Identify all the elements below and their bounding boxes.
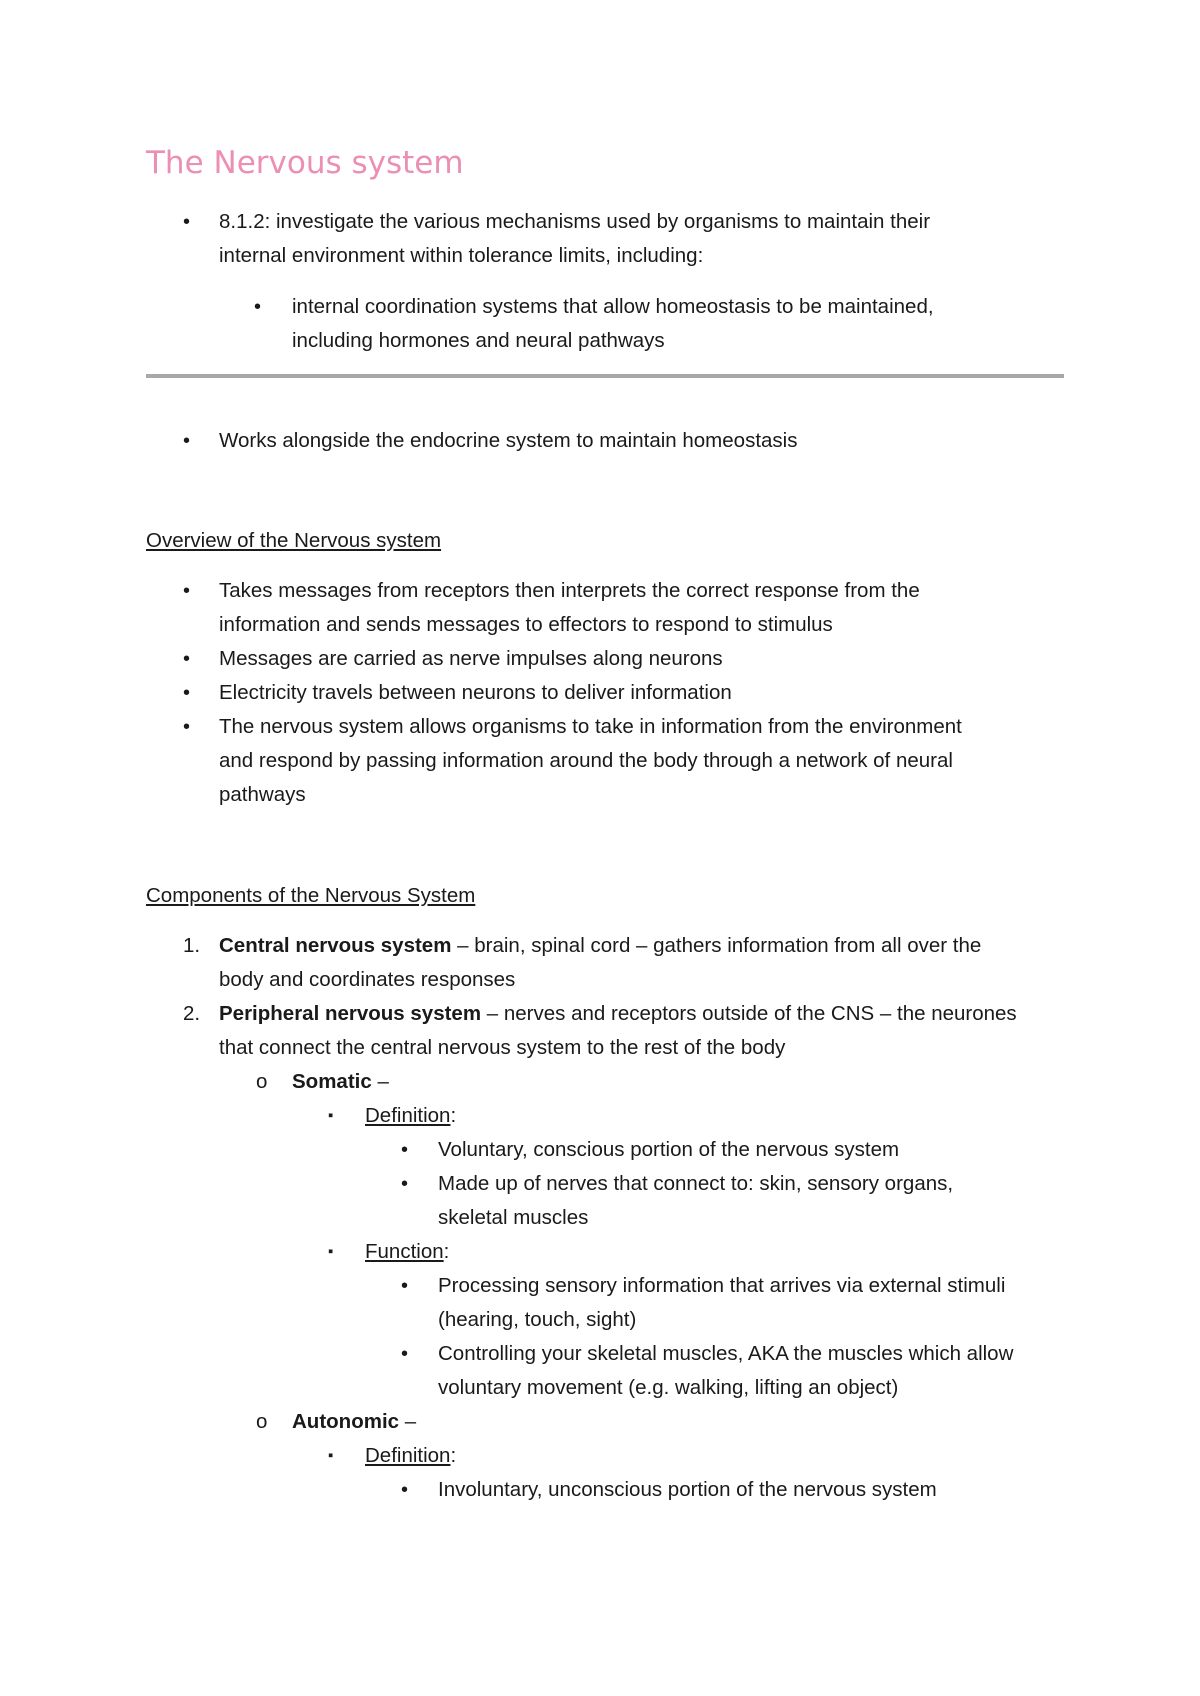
somatic-fn-2-line-2: voluntary movement (e.g. walking, lifting an object) bbox=[438, 1376, 899, 1399]
bullet-icon: • bbox=[183, 430, 191, 452]
outcome-sub-line-2: including hormones and neural pathways bbox=[292, 329, 665, 352]
list-number-1: 1. bbox=[183, 934, 201, 957]
pns-description: – nerves and receptors outside of the CNS – the neurones bbox=[481, 1002, 1017, 1025]
somatic-label bbox=[292, 1068, 389, 1096]
somatic-dash: – bbox=[371, 1070, 389, 1093]
bullet-icon: • bbox=[183, 648, 191, 670]
overview-bullet-4-line-3: pathways bbox=[219, 783, 306, 806]
component-item-1-line-1 bbox=[219, 932, 981, 960]
somatic-def-2-line-1: Made up of nerves that connect to: skin, sensory organs, bbox=[438, 1172, 954, 1195]
cns-description: – brain, spinal cord – gathers information from all over the bbox=[451, 934, 982, 957]
square-bullet-icon: ▪ bbox=[328, 1447, 334, 1464]
somatic-term: Somatic bbox=[292, 1070, 372, 1093]
list-number-2: 2. bbox=[183, 1002, 201, 1025]
definition-colon: : bbox=[450, 1104, 457, 1127]
overview-heading: Overview of the Nervous system bbox=[146, 529, 442, 552]
bullet-icon: • bbox=[401, 1275, 409, 1297]
circle-marker-icon: o bbox=[256, 1410, 268, 1433]
bullet-icon: • bbox=[401, 1343, 409, 1365]
page-title: The Nervous system bbox=[146, 145, 464, 181]
component-item-2-line-2: that connect the central nervous system to the rest of the body bbox=[219, 1036, 786, 1059]
bullet-icon: • bbox=[401, 1173, 409, 1195]
bullet-icon: • bbox=[183, 211, 191, 233]
autonomic-def-1: Involuntary, unconscious portion of the nervous system bbox=[438, 1478, 937, 1501]
intro-bullet: Works alongside the endocrine system to maintain homeostasis bbox=[219, 429, 798, 452]
square-bullet-icon: ▪ bbox=[328, 1107, 334, 1124]
function-colon: : bbox=[443, 1240, 450, 1263]
square-bullet-icon: ▪ bbox=[328, 1243, 334, 1260]
autonomic-definition-label bbox=[365, 1442, 456, 1470]
outcome-line-2: internal environment within tolerance limits, including: bbox=[219, 244, 704, 267]
function-term: Function bbox=[365, 1240, 444, 1263]
outcome-line-1: 8.1.2: investigate the various mechanisms used by organisms to maintain their bbox=[219, 210, 931, 233]
overview-bullet-4-line-1: The nervous system allows organisms to take in information from the environment bbox=[219, 715, 962, 738]
autonomic-dash: – bbox=[399, 1410, 417, 1433]
definition-term: Definition bbox=[365, 1104, 451, 1127]
somatic-function-label bbox=[365, 1238, 449, 1266]
components-heading: Components of the Nervous System bbox=[146, 884, 476, 907]
definition-term: Definition bbox=[365, 1444, 451, 1467]
bullet-icon: • bbox=[254, 296, 262, 318]
somatic-def-2-line-2: skeletal muscles bbox=[438, 1206, 589, 1229]
bullet-icon: • bbox=[401, 1139, 409, 1161]
bullet-icon: • bbox=[401, 1479, 409, 1501]
component-item-2-line-1 bbox=[219, 1000, 1017, 1028]
definition-colon: : bbox=[450, 1444, 457, 1467]
pns-term: Peripheral nervous system bbox=[219, 1002, 482, 1025]
somatic-fn-2-line-1: Controlling your skeletal muscles, AKA the muscles which allow bbox=[438, 1342, 1014, 1365]
somatic-definition-label bbox=[365, 1102, 456, 1130]
somatic-fn-1-line-1: Processing sensory information that arrives via external stimuli bbox=[438, 1274, 1006, 1297]
overview-bullet-4-line-2: and respond by passing information around the body through a network of neural bbox=[219, 749, 953, 772]
overview-bullet-3: Electricity travels between neurons to deliver information bbox=[219, 681, 732, 704]
overview-bullet-2: Messages are carried as nerve impulses along neurons bbox=[219, 647, 723, 670]
bullet-icon: • bbox=[183, 682, 191, 704]
bullet-icon: • bbox=[183, 716, 191, 738]
overview-bullet-1-line-2: information and sends messages to effectors to respond to stimulus bbox=[219, 613, 833, 636]
cns-term: Central nervous system bbox=[219, 934, 452, 957]
circle-marker-icon: o bbox=[256, 1070, 268, 1093]
somatic-def-1: Voluntary, conscious portion of the nervous system bbox=[438, 1138, 900, 1161]
section-divider bbox=[146, 374, 1064, 378]
component-item-1-line-2: body and coordinates responses bbox=[219, 968, 516, 991]
overview-bullet-1-line-1: Takes messages from receptors then interprets the correct response from the bbox=[219, 579, 920, 602]
somatic-fn-1-line-2: (hearing, touch, sight) bbox=[438, 1308, 637, 1331]
bullet-icon: • bbox=[183, 580, 191, 602]
outcome-sub-line-1: internal coordination systems that allow homeostasis to be maintained, bbox=[292, 295, 934, 318]
autonomic-label bbox=[292, 1408, 416, 1436]
autonomic-term: Autonomic bbox=[292, 1410, 400, 1433]
